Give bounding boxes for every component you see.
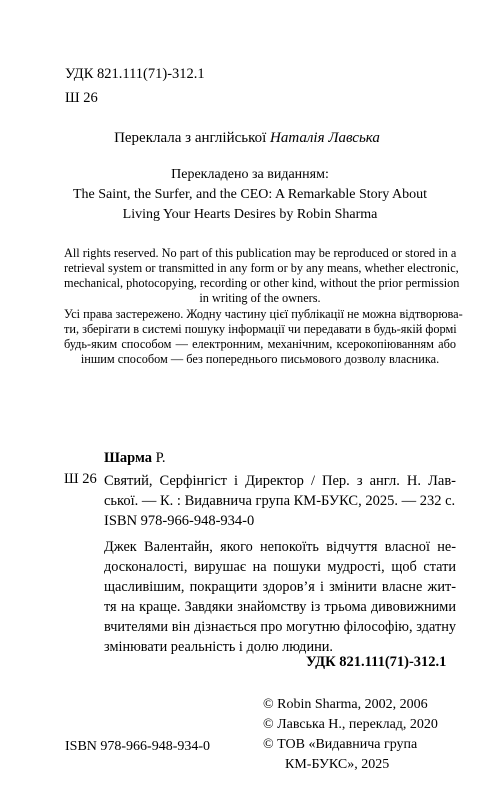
copyright-line-4: КМ-БУКС», 2025 xyxy=(285,757,390,772)
annotation xyxy=(104,537,456,657)
catalog-code: Ш 26 xyxy=(64,471,97,487)
author-code-header: Ш 26 xyxy=(65,90,98,106)
catalog-isbn: ISBN 978-966-948-934-0 xyxy=(104,513,255,529)
bibliographic-entry xyxy=(104,471,456,511)
original-edition xyxy=(50,165,450,225)
biblio-line-1: Святий, Серфінгіст і Директор / Пер. з англ. Н. Лав- xyxy=(104,473,456,489)
rights-en-line-1: All rights reserved. No part of this publication may be reproduced or stored in a xyxy=(64,246,457,260)
annotation-line-6: змінювати реальність і долю людини. xyxy=(104,639,333,655)
rights-ua-line-3: будь-яким способом — електронним, механічним, ксерокопіюванням або xyxy=(64,337,456,351)
annotation-line-5: вчителями він дізнається про могутню філософію, здатну xyxy=(104,619,456,635)
translator-credit xyxy=(0,130,494,147)
original-label: Перекладено за виданням: xyxy=(171,167,329,182)
copyright-line-1: © Robin Sharma, 2002, 2006 xyxy=(263,697,428,712)
annotation-line-4: тя на краще. Завдяки знайомству із трьома дивовижними xyxy=(104,599,456,615)
udk-header: УДК 821.111(71)-312.1 xyxy=(65,66,205,82)
rights-english xyxy=(64,246,460,306)
original-title-line-2: Living Your Hearts Desires by Robin Sharma xyxy=(122,207,378,222)
copyright-notices xyxy=(263,695,438,775)
copyright-line-2: © Лавська Н., переклад, 2020 xyxy=(263,717,438,732)
rights-en-line-2: retrieval system or transmitted in any form or by any means, whether electronic, xyxy=(64,261,459,275)
annotation-line-2: досконалості, вирушає на пошуки мудрості, щоб стати xyxy=(104,559,456,575)
annotation-line-3: щасливішим, покращити здоров’я і змінити власне жит- xyxy=(104,579,456,595)
original-title-line-1: The Saint, the Surfer, and the CEO: A Remarkable Story About xyxy=(72,187,428,202)
rights-ua-line-1: Усі права застережено. Жодну частину цієї публікації не можна відтворюва- xyxy=(64,307,463,321)
rights-ukrainian xyxy=(64,307,463,367)
rights-en-line-3: mechanical, photocopying, recording or other kind, without the prior permission xyxy=(64,276,460,290)
author-initial: Р. xyxy=(152,450,166,466)
catalog-author xyxy=(104,450,166,467)
catalog-udk: УДК 821.111(71)-312.1 xyxy=(306,654,447,670)
copyright-line-3: © ТОВ «Видавнича група xyxy=(263,737,418,752)
translator-name: Наталія Лавська xyxy=(270,130,380,146)
footer-isbn: ISBN 978-966-948-934-0 xyxy=(65,739,211,754)
translator-prefix: Переклала з англійської xyxy=(114,130,271,146)
annotation-line-1: Джек Валентайн, якого непокоїть відчуття власної не- xyxy=(104,539,456,555)
author-surname: Шарма xyxy=(104,450,153,466)
rights-ua-line-2: ти, зберігати в системі пошуку інформації чи передавати в будь-якій формі xyxy=(64,322,457,336)
rights-en-line-4: in writing of the owners. xyxy=(199,291,321,305)
biblio-line-2: ської. — К. : Видавнича група КМ-БУКС, 2025. — 232 с. xyxy=(104,493,456,509)
rights-ua-line-4: іншим способом — без попереднього письмового дозволу власника. xyxy=(80,352,440,366)
